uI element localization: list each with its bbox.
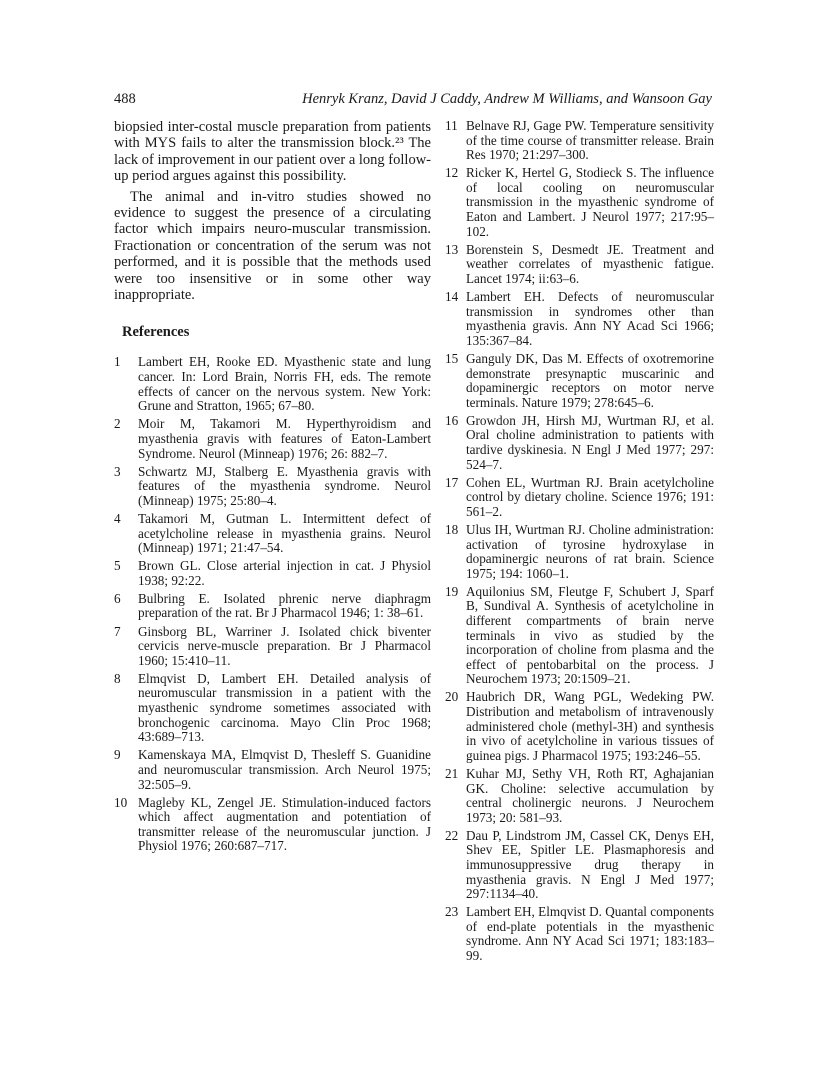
reference-text: Belnave RJ, Gage PW. Temperature sensitivity of the time course of transmitter release. Brain Res 1970; 21:297–300. xyxy=(466,118,714,163)
reference-text: Schwartz MJ, Stalberg E. Myasthenia gravis with features of the myasthenia syndrome. Neurol (Minneap) 1975; 25:80–4. xyxy=(138,463,431,508)
reference-text: Magleby KL, Zengel JE. Stimulation-induced factors which affect augmentation and potentiation of transmitter release of the neuromuscular junction. J Physiol 1976; 260:687–717. xyxy=(138,794,431,854)
reference-number: 19 xyxy=(445,583,459,599)
left-column xyxy=(114,119,431,857)
reference-text: Ulus IH, Wurtman RJ. Choline administration: activation of tyrosine hydroxylase in dopaminergic neurons of rat brain. Science 1975; 194: 1060–1. xyxy=(466,521,714,581)
reference-number: 22 xyxy=(445,827,459,843)
reference-number: 10 xyxy=(114,794,128,810)
reference-number: 8 xyxy=(114,670,121,686)
reference-number: 2 xyxy=(114,416,121,432)
reference-number: 20 xyxy=(445,689,459,705)
reference-text: Cohen EL, Wurtman RJ. Brain acetylcholine control by dietary choline. Science 1976; 191: 561–2. xyxy=(466,474,714,519)
reference-item xyxy=(445,414,714,472)
reference-item xyxy=(114,417,431,461)
reference-item xyxy=(114,748,431,792)
reference-number: 4 xyxy=(114,510,121,526)
reference-list xyxy=(114,355,431,854)
reference-text: Bulbring E. Isolated phrenic nerve diaphragm preparation of the rat. Br J Pharmacol 1946; 1: 38–61. xyxy=(138,590,431,621)
reference-text: Lambert EH, Elmqvist D. Quantal components of end-plate potentials in the myasthenic syndrome. Ann NY Acad Sci 1971; 183:183–99. xyxy=(466,904,714,964)
reference-item xyxy=(114,355,431,413)
reference-number: 3 xyxy=(114,463,121,479)
reference-number: 15 xyxy=(445,350,459,366)
reference-item xyxy=(445,585,714,687)
reference-item xyxy=(114,465,431,509)
body-paragraph: biopsied inter-costal muscle preparation from patients with MYS fails to alter the transmission block.²³ The lack of improvement in our patient over a long follow-up period argues against this possibility. xyxy=(114,119,431,185)
reference-item xyxy=(445,290,714,348)
reference-text: Ginsborg BL, Warriner J. Isolated chick biventer cervicis nerve-muscle preparation. Br J Pharmacol 1960; 15:410–11. xyxy=(138,623,431,668)
reference-item xyxy=(445,352,714,410)
reference-text: Ricker K, Hertel G, Stodieck S. The influence of local cooling on neuromuscular transmission in the myasthenic syndrome of Eaton and Lambert. J Neurol 1977; 217:95–102. xyxy=(466,165,714,239)
running-header-authors: Henryk Kranz, David J Caddy, Andrew M Williams, and Wansoon Gay xyxy=(302,91,712,107)
reference-number: 14 xyxy=(445,289,459,305)
reference-item xyxy=(445,523,714,581)
reference-text: Growdon JH, Hirsh MJ, Wurtman RJ, et al. Oral choline administration to patients with tardive dyskinesia. N Engl J Med 1977; 297: 524–7. xyxy=(466,412,714,472)
reference-item xyxy=(445,119,714,163)
reference-item xyxy=(114,592,431,621)
reference-item xyxy=(114,559,431,588)
reference-number: 9 xyxy=(114,747,121,763)
reference-text: Kuhar MJ, Sethy VH, Roth RT, Aghajanian GK. Choline: selective accumulation by central cholinergic neurons. J Neurochem 1973; 20: 581–93. xyxy=(466,765,714,825)
reference-number: 13 xyxy=(445,241,459,257)
reference-item xyxy=(445,243,714,287)
reference-number: 6 xyxy=(114,590,121,606)
reference-item xyxy=(445,767,714,825)
reference-number: 21 xyxy=(445,765,459,781)
reference-text: Dau P, Lindstrom JM, Cassel CK, Denys EH, Shev EE, Spitler LE. Plasmaphoresis and immunosuppressive drug therapy in myasthenia gravis. N Engl J Med 1977; 297:1134–40. xyxy=(466,827,714,902)
reference-item xyxy=(445,166,714,239)
reference-item xyxy=(114,512,431,556)
reference-text: Elmqvist D, Lambert EH. Detailed analysis of neuromuscular transmission in a patient with the myasthenic syndrome sometimes associated with bronchogenic carcinoma. Mayo Clin Proc 1968; 43:689–713. xyxy=(138,670,431,745)
reference-item xyxy=(445,476,714,520)
reference-item xyxy=(114,796,431,854)
reference-number: 1 xyxy=(114,354,121,370)
reference-text: Brown GL. Close arterial injection in cat. J Physiol 1938; 92:22. xyxy=(138,558,431,588)
reference-text: Lambert EH. Defects of neuromuscular transmission in syndromes other than myasthenia gravis. Ann NY Acad Sci 1966; 135:367–84. xyxy=(466,289,714,348)
reference-text: Aquilonius SM, Fleutge F, Schubert J, Sparf B, Sundival A. Synthesis of acetylcholine in different compartments of brain nerve terminals in vivo as studied by the incorporation of choline from plasma and the effect of pentobarbital on the process. J Neurochem 1973; 20:1509–21. xyxy=(466,583,714,687)
running-header xyxy=(114,91,712,111)
reference-number: 16 xyxy=(445,412,459,428)
page-number: 488 xyxy=(114,91,136,107)
reference-item xyxy=(114,625,431,669)
reference-item xyxy=(445,829,714,902)
reference-text: Kamenskaya MA, Elmqvist D, Thesleff S. Guanidine and neuromuscular transmission. Arch Neurol 1975; 32:505–9. xyxy=(138,747,431,792)
reference-number: 7 xyxy=(114,623,121,639)
body-paragraph: The animal and in-vitro studies showed no evidence to suggest the presence of a circulating factor which impairs neuro-muscular transmission. Fractionation or concentration of the serum was not performed, and it is possible that the methods used were too insensitive or in some other way inappropriate. xyxy=(114,188,431,304)
reference-item xyxy=(114,672,431,745)
reference-text: Haubrich DR, Wang PGL, Wedeking PW. Distribution and metabolism of intravenously administered chole (methyl-3H) and synthesis in vivo of acetylcholine in various tissues of guinea pigs. J Pharmacol 1975; 193:246–55. xyxy=(466,689,714,763)
reference-text: Lambert EH, Rooke ED. Myasthenic state and lung cancer. In: Lord Brain, Norris FH, eds. The remote effects of cancer on the nervous system. New York: Grune and Stratton, 1965; 67–80. xyxy=(138,354,431,414)
reference-text: Borenstein S, Desmedt JE. Treatment and weather correlates of myasthenic fatigue. Lancet 1974; ii:63–6. xyxy=(466,241,714,286)
reference-item xyxy=(445,905,714,963)
right-column xyxy=(445,119,714,967)
reference-number: 11 xyxy=(445,118,458,133)
reference-number: 5 xyxy=(114,558,121,574)
references-heading: References xyxy=(122,324,190,341)
reference-number: 12 xyxy=(445,165,459,181)
reference-number: 17 xyxy=(445,474,459,490)
reference-item xyxy=(445,690,714,763)
reference-number: 18 xyxy=(445,521,459,537)
reference-text: Ganguly DK, Das M. Effects of oxotremorine demonstrate presynaptic muscarinic and dopaminergic receptors on motor nerve terminals. Nature 1979; 278:645–6. xyxy=(466,350,714,410)
reference-number: 23 xyxy=(445,904,459,920)
reference-text: Moir M, Takamori M. Hyperthyroidism and myasthenia gravis with features of Eaton-Lambert Syndrome. Neurol (Minneap) 1976; 26: 882–7. xyxy=(138,416,431,461)
reference-text: Takamori M, Gutman L. Intermittent defect of acetylcholine release in myasthenia grains. Neurol (Minneap) 1971; 21:47–54. xyxy=(138,510,431,556)
